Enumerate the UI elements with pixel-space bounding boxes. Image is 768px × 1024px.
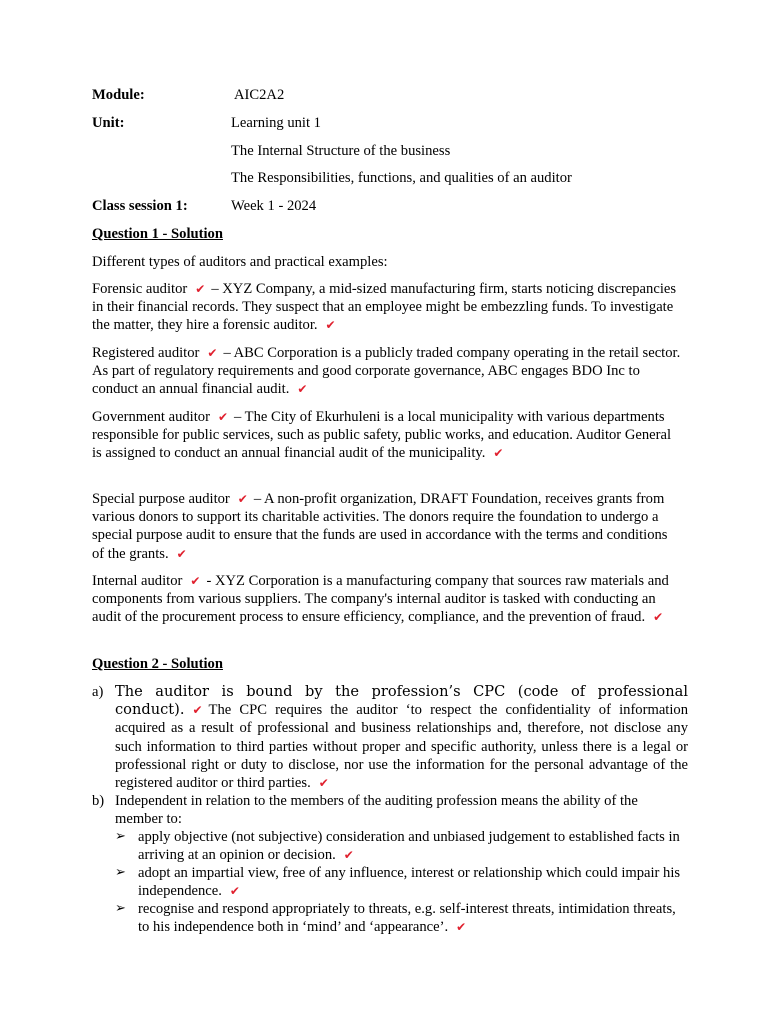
check-mark-icon: ✔: [297, 382, 308, 397]
auditor-example: – XYZ Company, a mid-sized manufacturing firm, starts noticing discrepancies in their financial records. They suspect that an employee might be embezzling funds. To investigate the matter, they hire a forensic auditor.: [92, 281, 677, 334]
bullet-body: [138, 864, 687, 900]
class-session-value: Week 1 - 2024: [231, 198, 317, 214]
answer-a-text: The CPC requires the auditor ‘to respect the confidentiality of information acquired as a result of professional and business relationships and, therefore, not disclose any such information to third parties without proper and specific authority, unless there is a legal or professional right or duty to disclose, nor use the information for the personal advantage of the registered auditor or third parties.: [115, 702, 688, 792]
check-mark-icon: ✔: [318, 776, 329, 791]
bullet-text: adopt an impartial view, free of any influence, interest or relationship which could impair his independence.: [138, 865, 681, 900]
answer-a-lead: The auditor is bound by the profession’s CPC (code of professional conduct).: [115, 683, 688, 719]
question-1-heading: Question 1 - Solution: [92, 226, 223, 242]
answer-a-body: [115, 683, 688, 792]
check-mark-icon: ✔: [190, 574, 201, 588]
unit-label: Unit:: [92, 115, 125, 131]
bullet-body: [138, 828, 687, 864]
check-mark-icon: ✔: [653, 610, 664, 625]
auditor-example: – The City of Ekurhuleni is a local municipality with various departments responsible for public services, such as public safety, public works, and education. Auditor General is assigned to conduct an annual financial audit of the municipality.: [92, 409, 671, 462]
auditor-item-registered: [92, 344, 682, 399]
question-1-intro: Different types of auditors and practical examples:: [92, 254, 388, 270]
check-mark-icon: ✔: [192, 703, 203, 718]
question-2-heading: Question 2 - Solution: [92, 656, 223, 672]
list-marker-a: a): [92, 684, 104, 700]
check-mark-icon: ✔: [237, 492, 248, 506]
auditor-term: Forensic auditor: [92, 281, 188, 297]
auditor-item-special-purpose: [92, 490, 682, 563]
bullet-body: [138, 900, 687, 936]
class-session-label: Class session 1:: [92, 198, 188, 214]
auditor-term: Registered auditor: [92, 345, 200, 361]
auditor-item-forensic: [92, 280, 682, 335]
auditor-item-government: [92, 408, 682, 463]
module-value: AIC2A2: [234, 87, 285, 103]
arrow-bullet-icon: ➢: [115, 901, 126, 916]
check-mark-icon: ✔: [343, 848, 354, 863]
auditor-term: Special purpose auditor: [92, 491, 230, 507]
arrow-bullet-icon: ➢: [115, 829, 126, 844]
unit-line-2: The Internal Structure of the business: [231, 143, 451, 159]
check-mark-icon: ✔: [456, 920, 467, 935]
list-marker-b: b): [92, 793, 105, 809]
bullet-text: recognise and respond appropriately to threats, e.g. self-interest threats, intimidation threats, to his independence both in ‘mind’ and ‘appearance’.: [138, 901, 676, 936]
check-mark-icon: ✔: [207, 346, 218, 360]
unit-line-3: The Responsibilities, functions, and qualities of an auditor: [231, 170, 572, 186]
auditor-item-internal: [92, 572, 682, 627]
module-label: Module:: [92, 87, 145, 103]
arrow-bullet-icon: ➢: [115, 865, 126, 880]
check-mark-icon: ✔: [195, 282, 206, 296]
check-mark-icon: ✔: [229, 884, 240, 899]
check-mark-icon: ✔: [217, 410, 228, 424]
unit-line-1: Learning unit 1: [231, 115, 321, 131]
auditor-term: Internal auditor: [92, 573, 183, 589]
auditor-example: – A non-profit organization, DRAFT Foundation, receives grants from various donors to support its charitable activities. The donors require the foundation to undergo a special purpose audit to ensure that the funds are used in accordance with the terms and conditions of the grants.: [92, 491, 668, 562]
check-mark-icon: ✔: [176, 546, 187, 561]
auditor-term: Government auditor: [92, 409, 210, 425]
answer-b-text: Independent in relation to the members of the auditing profession means the ability of the member to:: [115, 793, 638, 828]
auditor-example: - XYZ Corporation is a manufacturing company that sources raw materials and components from various suppliers. The company's internal auditor is tasked with conducting an audit of the procurement process to ensure efficiency, compliance, and the prevention of fraud.: [92, 573, 669, 626]
check-mark-icon: ✔: [493, 446, 504, 461]
bullet-text: apply objective (not subjective) consideration and unbiased judgement to established facts in arriving at an opinion or decision.: [138, 829, 680, 864]
check-mark-icon: ✔: [325, 318, 336, 333]
auditor-example: – ABC Corporation is a publicly traded company operating in the retail sector. As part of regulatory requirements and good corporate governance, ABC engages BDO Inc to conduct an annual financial audit.: [92, 345, 681, 398]
